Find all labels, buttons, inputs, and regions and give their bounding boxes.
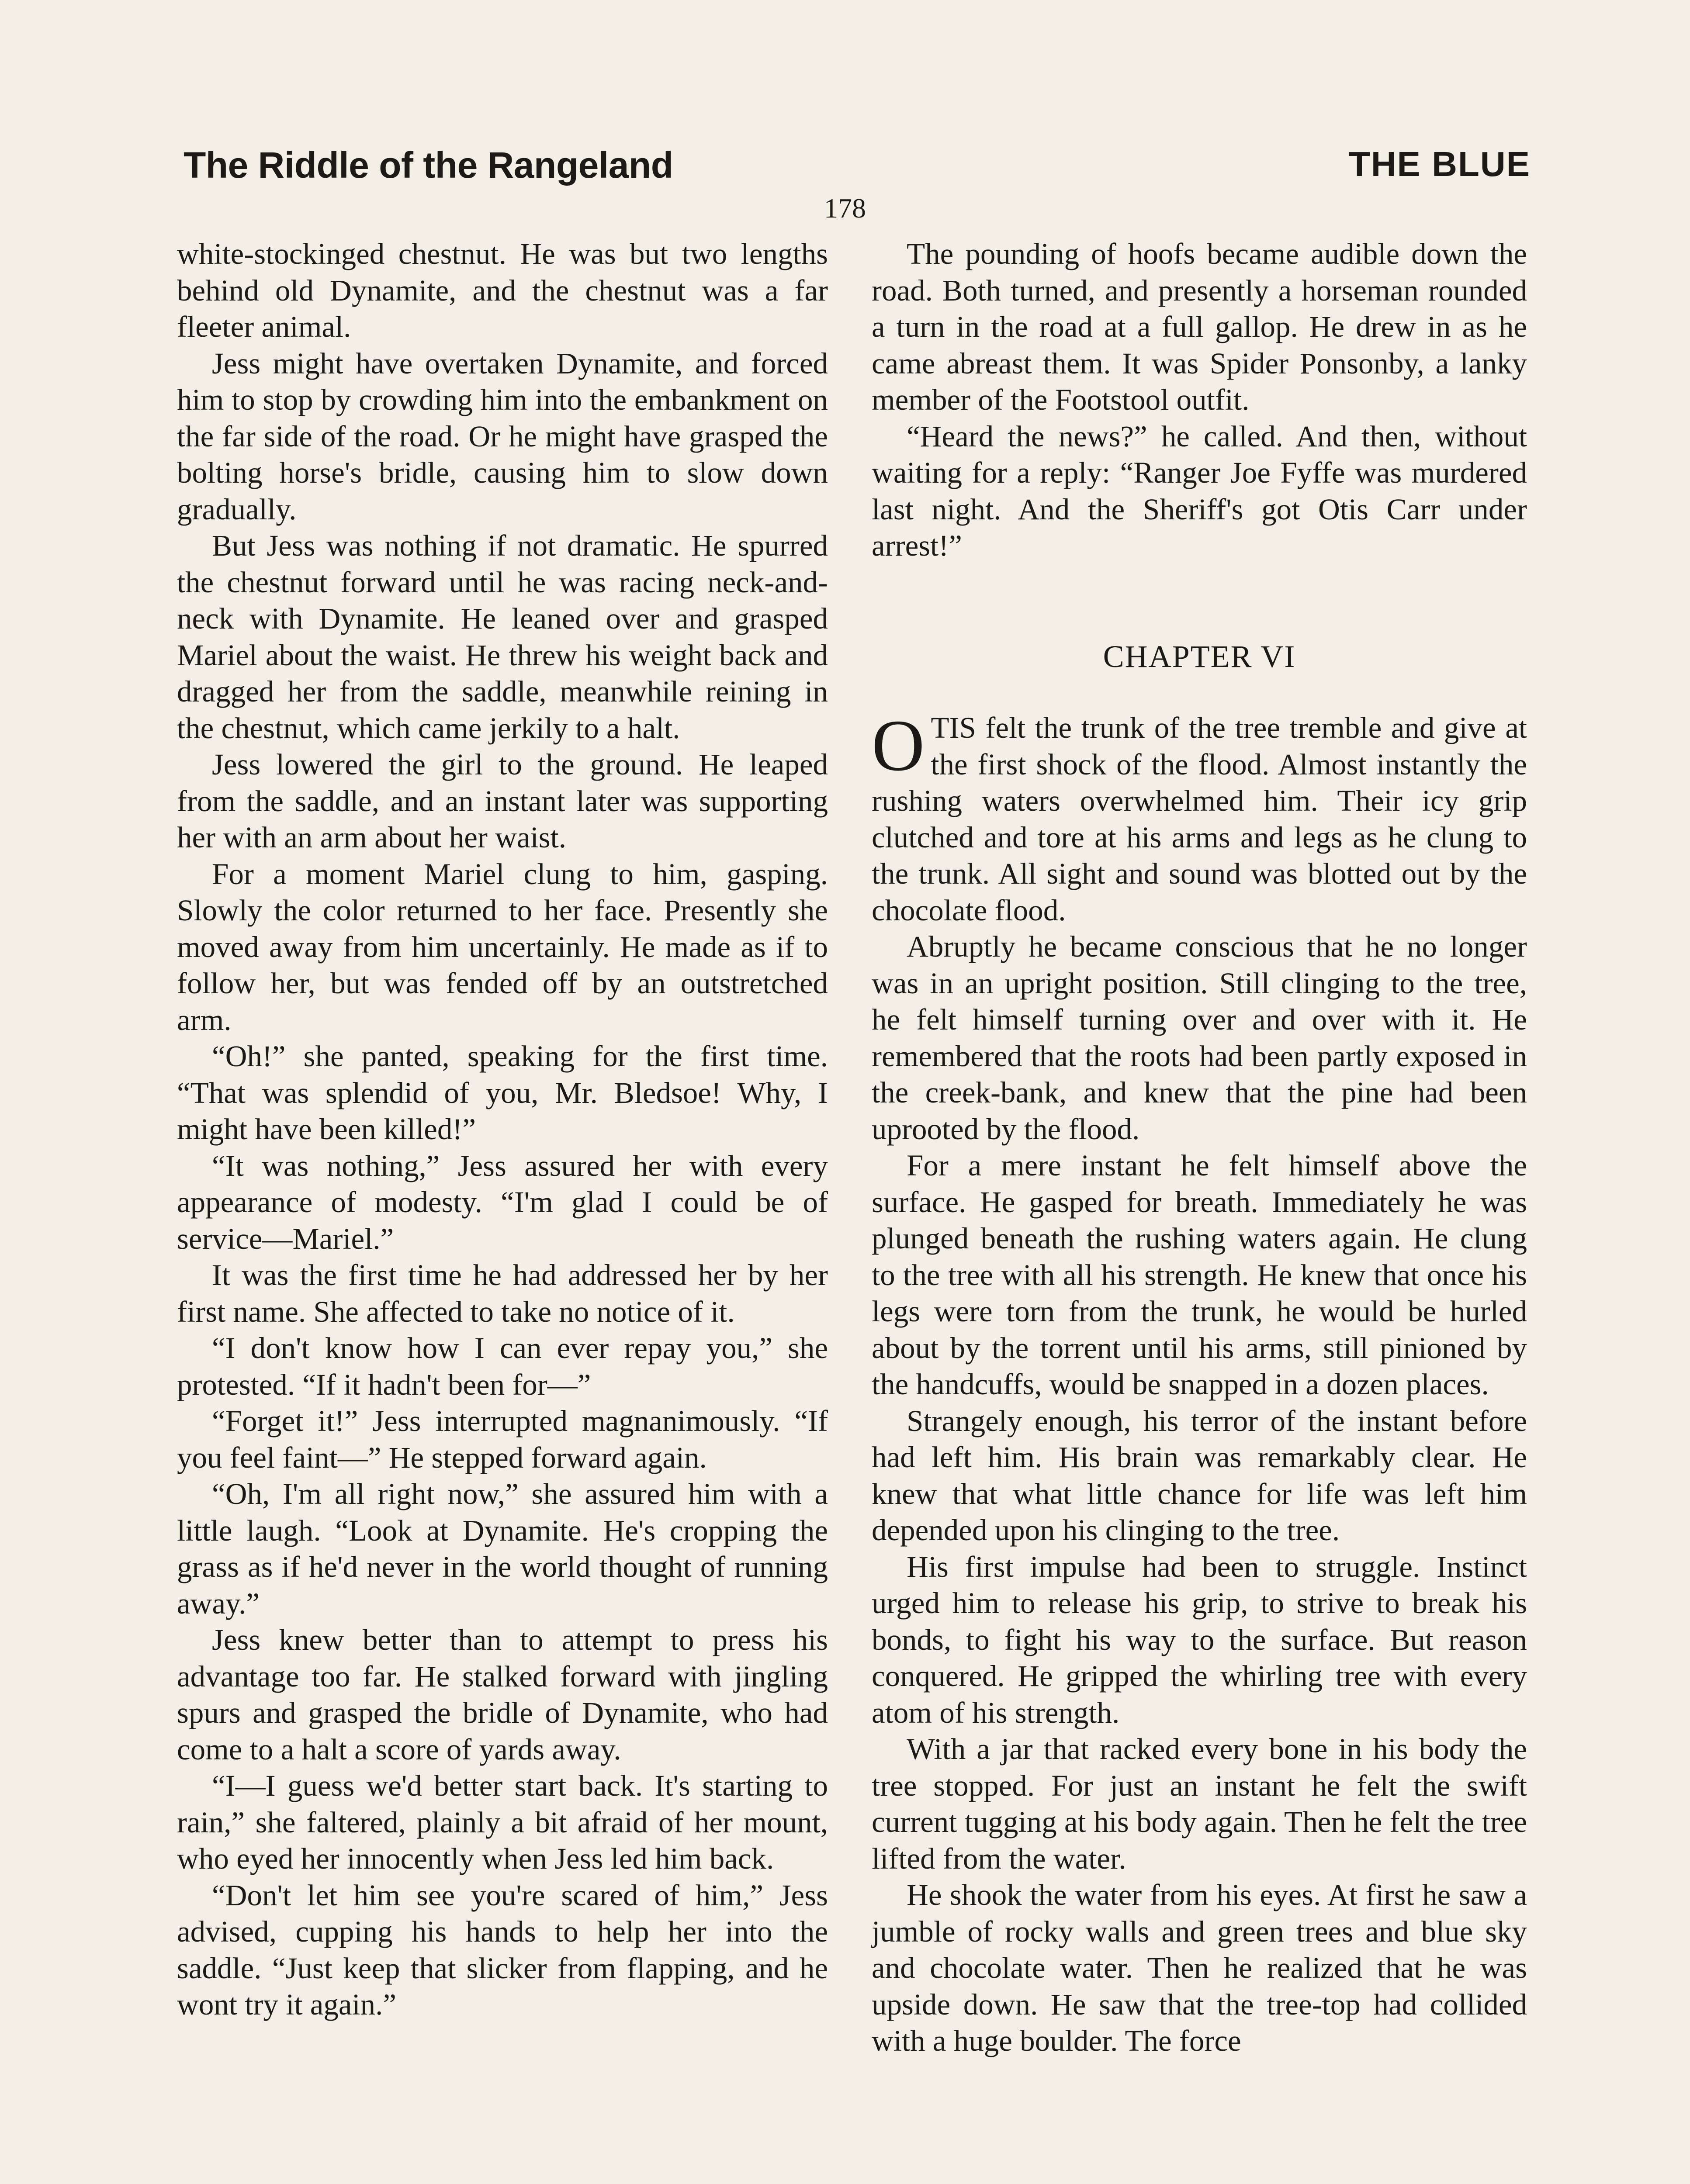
paragraph: “Oh, I'm all right now,” she assured him with a little laugh. “Look at Dynamite. He's cropping the grass as if he'd never in the world thought of running away.” (177, 1477, 828, 1620)
paragraph: Abruptly he became conscious that he no longer was in an upright position. Still clinging to the tree, he felt himself turning over and over with it. He remembered that the roots had been partly exposed in the creek-bank, and knew that the pine had been uprooted by the flood. (872, 930, 1527, 1146)
drop-cap: O (872, 705, 925, 786)
paragraph: Jess lowered the girl to the ground. He leaped from the saddle, and an instant later was supporting her with an arm about her waist. (177, 748, 828, 854)
paragraph: With a jar that racked every bone in his body the tree stopped. For just an instant he felt the swift current tugging at his body again. Then he felt the tree lifted from the water. (872, 1732, 1527, 1875)
running-header (184, 144, 1531, 192)
paragraph: “Heard the news?” he called. And then, without waiting for a reply: “Ranger Joe Fyffe was murdered last night. And the Sheriff's got Otis Carr under arrest!” (872, 419, 1527, 562)
left-column (177, 236, 828, 2023)
paragraph: white-stockinged chestnut. He was but two lengths behind old Dynamite, and the chestnut was a far fleeter animal. (177, 237, 828, 343)
paragraph: But Jess was nothing if not dramatic. He spurred the chestnut forward until he was racing neck-and-neck with Dynamite. He leaned over and grasped Mariel about the waist. He threw his weight back and dragged her from the saddle, meanwhile reining in the chestnut, which came jerkily to a halt. (177, 529, 828, 745)
story-title: The Riddle of the Rangeland (184, 145, 673, 186)
paragraph: For a moment Mariel clung to him, gasping. Slowly the color returned to her face. Presently she moved away from him uncertainly. He made as if to follow her, but was fended off by an outstretched arm. (177, 857, 828, 1037)
paragraph: “It was nothing,” Jess assured her with every appearance of modesty. “I'm glad I could be of service—Mariel.” (177, 1149, 828, 1255)
chapter-opening-paragraph (872, 705, 1527, 929)
paragraph: His first impulse had been to struggle. Instinct urged him to release his grip, to strive to break his bonds, to fight his way to the surface. But reason conquered. He gripped the whirling tree with every atom of his strength. (872, 1550, 1527, 1729)
paragraph: “Oh!” she panted, speaking for the first time. “That was splendid of you, Mr. Bledsoe! Why, I might have been killed!” (177, 1040, 828, 1146)
paragraph: “I don't know how I can ever repay you,” she protested. “If it hadn't been for—” (177, 1331, 828, 1401)
paragraph: Jess might have overtaken Dynamite, and forced him to stop by crowding him into the embankment on the far side of the road. Or he might have grasped the bolting horse's bridle, causing him to slow down gradually. (177, 346, 828, 526)
section-spacer (872, 564, 1527, 639)
paragraph: For a mere instant he felt himself above the surface. He gasped for breath. Immediately he was plunged beneath the rushing waters again. He clung to the tree with all his strength. He knew that once his legs were torn from the trunk, he would be hurled about by the torrent until his arms, still pinioned by the handcuffs, would be snapped in a dozen places. (872, 1149, 1527, 1401)
paragraph: Jess knew better than to attempt to press his advantage too far. He stalked forward with jingling spurs and grasped the bridle of Dynamite, who had come to a halt a score of yards away. (177, 1623, 828, 1766)
paragraph: It was the first time he had addressed her by her first name. She affected to take no notice of it. (177, 1258, 828, 1328)
magazine-name: THE BLUE (1349, 145, 1531, 183)
paragraph: He shook the water from his eyes. At first he saw a jumble of rocky walls and green trees and blue sky and chocolate water. Then he realized that he was upside down. He saw that the tree-top had collided with a huge boulder. The force (872, 1878, 1527, 2057)
paragraph: “Forget it!” Jess interrupted magnanimously. “If you feel faint—” He stepped forward again. (177, 1404, 828, 1474)
chapter-heading: CHAPTER VI (1103, 639, 1296, 674)
right-column (872, 236, 1527, 2060)
paragraph: Strangely enough, his terror of the instant before had left him. His brain was remarkably clear. He knew that what little chance for life was left him depended upon his clinging to the tree. (872, 1404, 1527, 1547)
paragraph: “I—I guess we'd better start back. It's starting to rain,” she faltered, plainly a bit afraid of her mount, who eyed her innocently when Jess led him back. (177, 1769, 828, 1875)
opening-text: TIS felt the trunk of the tree tremble and give at the first shock of the flood. Almost instantly the rushing waters overwhelmed him. Their icy grip clutched and tore at his arms and legs as he clung to the trunk. All sight and sound was blotted out by the chocolate flood. (872, 711, 1527, 927)
paragraph: The pounding of hoofs became audible down the road. Both turned, and presently a horseman rounded a turn in the road at a full gallop. He drew in as he came abreast them. It was Spider Ponsonby, a lanky member of the Footstool outfit. (872, 237, 1527, 416)
page-number: 178 (824, 193, 866, 224)
paragraph: “Don't let him see you're scared of him,” Jess advised, cupping his hands to help her into the saddle. “Just keep that slicker from flapping, and he wont try it again.” (177, 1878, 828, 2021)
